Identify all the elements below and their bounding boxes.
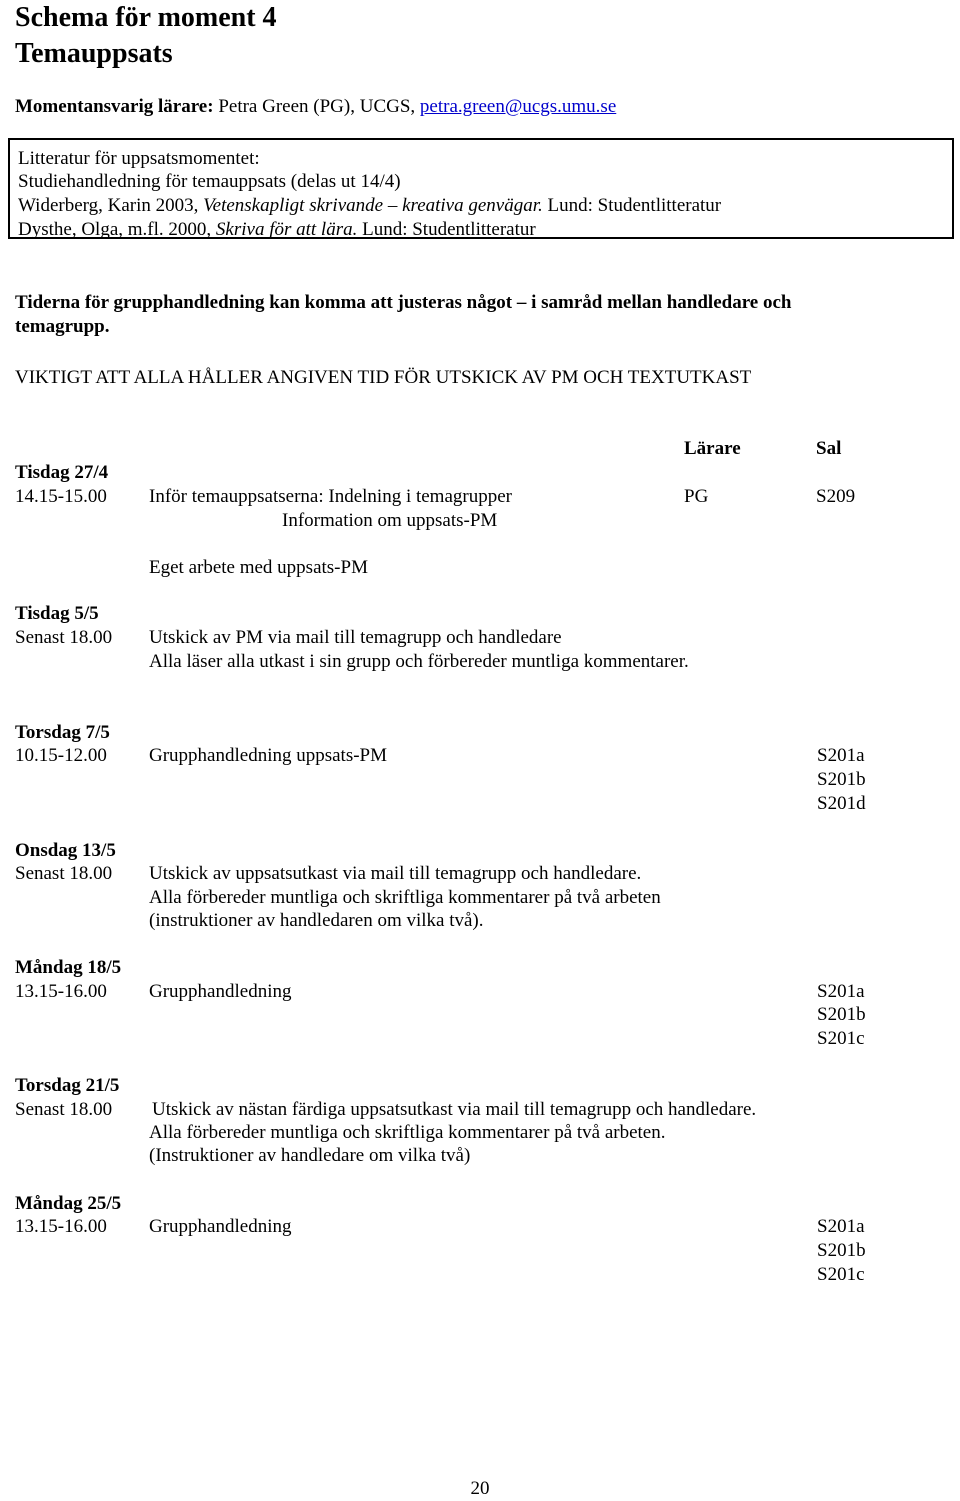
session-date: Måndag 18/5 xyxy=(15,957,122,978)
literature-book-title: Skriva för att lära. xyxy=(215,219,358,240)
literature-item-dysthe xyxy=(18,218,536,242)
important-notice: VIKTIGT ATT ALLA HÅLLER ANGIVEN TID FÖR UTSKICK AV PM OCH TEXTUTKAST xyxy=(15,367,752,388)
session-room: S201b xyxy=(817,1240,866,1261)
session-date: Torsdag 7/5 xyxy=(15,722,110,743)
page-number: 20 xyxy=(470,1478,490,1499)
page-subtitle: Temauppsats xyxy=(15,38,173,69)
responsible-label: Momentansvarig lärare: xyxy=(15,96,214,117)
column-header-teacher: Lärare xyxy=(684,438,741,459)
session-teacher: PG xyxy=(684,486,709,507)
session-description-cont: Information om uppsats-PM xyxy=(282,510,498,531)
session-description-cont: Alla förbereder muntliga och skriftliga kommentarer på två arbeten. xyxy=(149,1122,666,1143)
session-date: Torsdag 21/5 xyxy=(15,1075,120,1096)
literature-item-widerberg xyxy=(18,194,721,218)
literature-book-title: Vetenskapligt skrivande – kreativa genvägar. xyxy=(203,195,543,216)
session-room: S201b xyxy=(817,769,866,790)
session-room: S201a xyxy=(817,745,865,766)
session-description-cont: Alla läser alla utkast i sin grupp och förbereder muntliga kommentarer. xyxy=(149,651,689,672)
session-room: S201a xyxy=(817,1216,865,1237)
session-description-cont: (instruktioner av handledaren om vilka två). xyxy=(149,910,484,931)
session-time: Senast 18.00 xyxy=(15,863,113,884)
session-date: Måndag 25/5 xyxy=(15,1193,122,1214)
session-time: 14.15-15.00 xyxy=(15,486,107,507)
session-description: Utskick av PM via mail till temagrupp och handledare xyxy=(149,627,562,648)
session-description: Utskick av nästan färdiga uppsatsutkast via mail till temagrupp och handledare. xyxy=(152,1099,757,1120)
literature-author: Widerberg, Karin 2003, xyxy=(18,195,204,216)
session-description: Grupphandledning xyxy=(149,981,292,1002)
session-time: 13.15-16.00 xyxy=(15,1216,107,1237)
session-description-cont: (Instruktioner av handledare om vilka två) xyxy=(149,1145,471,1166)
session-date: Tisdag 5/5 xyxy=(15,603,99,624)
session-room: S209 xyxy=(816,486,856,507)
session-description-cont: Alla förbereder muntliga och skriftliga kommentarer på två arbeten xyxy=(149,887,661,908)
session-description: Inför temauppsatserna: Indelning i temagrupper xyxy=(149,486,512,507)
literature-box xyxy=(8,138,954,239)
literature-author: Dysthe, Olga, m.fl. 2000, xyxy=(18,219,216,240)
self-study-note: Eget arbete med uppsats-PM xyxy=(149,557,368,578)
session-description: Grupphandledning xyxy=(149,1216,292,1237)
responsible-line xyxy=(15,95,616,119)
session-room: S201a xyxy=(817,981,865,1002)
session-room: S201d xyxy=(817,793,866,814)
session-date: Tisdag 27/4 xyxy=(15,462,109,483)
literature-publisher: Lund: Studentlitteratur xyxy=(542,195,722,216)
session-description: Grupphandledning uppsats-PM xyxy=(149,745,388,766)
responsible-text: Petra Green (PG), UCGS, xyxy=(213,96,420,117)
session-room: S201c xyxy=(817,1028,865,1049)
notice-text-cont: temagrupp. xyxy=(15,316,110,337)
session-time: Senast 18.00 xyxy=(15,1099,113,1120)
session-time: 10.15-12.00 xyxy=(15,745,107,766)
session-date: Onsdag 13/5 xyxy=(15,840,116,861)
session-room: S201b xyxy=(817,1004,866,1025)
session-room: S201c xyxy=(817,1264,865,1285)
literature-publisher: Lund: Studentlitteratur xyxy=(357,219,536,240)
column-header-room: Sal xyxy=(816,438,842,459)
email-link[interactable]: petra.green@ucgs.umu.se xyxy=(419,96,617,117)
literature-item-study-guide: Studiehandledning för temauppsats (delas ut 14/4) xyxy=(18,171,401,192)
page-title: Schema för moment 4 xyxy=(15,2,277,33)
session-description: Utskick av uppsatsutkast via mail till temagrupp och handledare. xyxy=(149,863,642,884)
literature-heading: Litteratur för uppsatsmomentet: xyxy=(18,148,260,169)
notice-text: Tiderna för grupphandledning kan komma att justeras något – i samråd mellan handledare och xyxy=(15,292,792,313)
session-time: 13.15-16.00 xyxy=(15,981,107,1002)
session-time: Senast 18.00 xyxy=(15,627,113,648)
